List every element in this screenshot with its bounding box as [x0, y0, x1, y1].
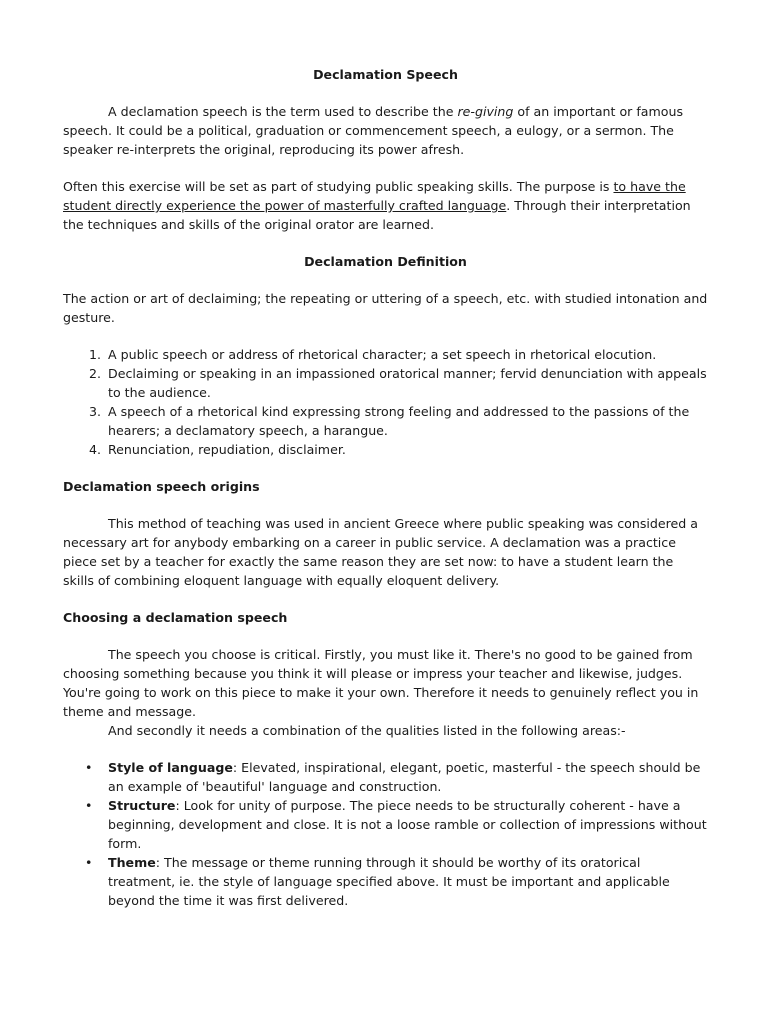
origins-text: This method of teaching was used in ancient Greece where public speaking was considered a necessary art for anybody embarking on a career in public service. A declamation was a practice piece set by a teacher for exactly the same reason they are set now: to have a student learn the skills of combining eloquent language with equally eloquent delivery. [63, 516, 699, 588]
intro-p2-before: Often this exercise will be set as part of studying public speaking skills. The purpose is [63, 179, 614, 194]
list-number: 1. [88, 347, 101, 362]
list-item-text: A public speech or address of rhetorical character; a set speech in rhetorical elocution. [108, 347, 657, 362]
origins-heading: Declamation speech origins [63, 479, 260, 494]
list-number: 2. [88, 366, 101, 381]
bullet-text: : The message or theme running through it should be worthy of its oratorical treatment, ie. the style of language specified above. It must be important and applicable beyond the time it was first delivered. [108, 855, 670, 908]
choosing-paragraph-2: And secondly it needs a combination of the qualities listed in the following areas:- [108, 723, 626, 738]
definition-text: The action or art of declaiming; the repeating or uttering of a speech, etc. with studied intonation and gesture. [63, 291, 708, 325]
bullet-icon: • [85, 855, 93, 870]
intro-p1-before: A declamation speech is the term used to describe the [108, 104, 458, 119]
bullet-text: : Elevated, inspirational, elegant, poetic, masterful - the speech should be an example of 'beautiful' language and construction. [108, 760, 701, 794]
intro-paragraph-2 [63, 177, 708, 234]
intro-paragraph-1 [63, 102, 708, 159]
list-item-text: Renunciation, repudiation, disclaimer. [108, 442, 346, 457]
page-title: Declamation Speech [313, 67, 458, 82]
list-item [63, 402, 708, 440]
list-item [63, 345, 708, 364]
list-number: 4. [88, 442, 101, 457]
list-item [63, 364, 708, 402]
qualities-list [63, 758, 708, 910]
choosing-paragraph-1: The speech you choose is critical. Firstly, you must like it. There's no good to be gained from choosing something because you think it will please or impress your teacher and likewise, judges. You're going to work on this piece to make it your own. Therefore it needs to genuinely reflect you in theme and message. [63, 647, 699, 719]
list-number: 3. [88, 404, 101, 419]
intro-p1-emphasis: re-giving [457, 104, 514, 119]
list-item [63, 796, 708, 853]
intro-p2-after: . Through their interpretation the techniques and skills of the original orator are learned. [63, 198, 691, 232]
choosing-heading: Choosing a declamation speech [63, 610, 288, 625]
intro-p2-underline: to have the student directly experience the power of masterfully crafted language [63, 179, 686, 213]
list-item-text: A speech of a rhetorical kind expressing strong feeling and addressed to the passions of the hearers; a declamatory speech, a harangue. [108, 404, 690, 438]
list-item-text: Declaiming or speaking in an impassioned oratorical manner; fervid denunciation with appeals to the audience. [108, 366, 707, 400]
intro-p1-after: of an important or famous speech. It could be a political, graduation or commencement speech, a eulogy, or a sermon. The speaker re-interprets the original, reproducing its power afresh. [63, 104, 684, 157]
bullet-term: Style of language [108, 760, 233, 775]
list-item [63, 853, 708, 910]
definition-heading: Declamation Definition [304, 254, 467, 269]
bullet-icon: • [85, 798, 93, 813]
bullet-text: : Look for unity of purpose. The piece needs to be structurally coherent - have a beginning, development and close. It is not a loose ramble or collection of impressions without form. [108, 798, 707, 851]
list-item [63, 758, 708, 796]
bullet-term: Theme [108, 855, 156, 870]
bullet-term: Structure [108, 798, 176, 813]
definition-list [63, 345, 708, 459]
bullet-icon: • [85, 760, 93, 775]
list-item [63, 440, 708, 459]
